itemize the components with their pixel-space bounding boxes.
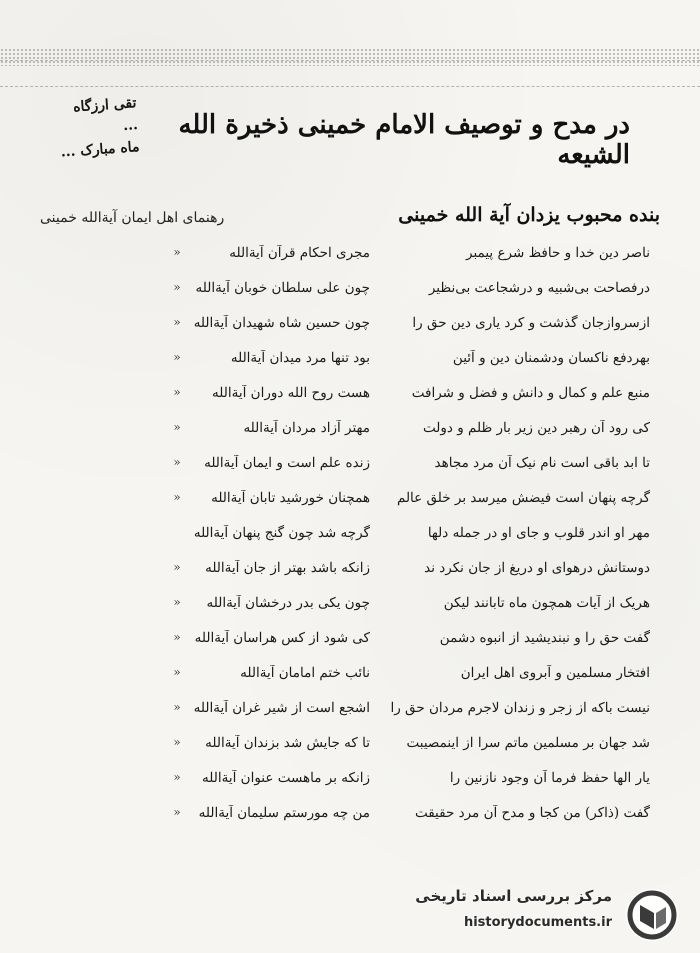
verse-hemistich-right: درفصاحت بی‌شبیه و درشجاعت بی‌نظیر <box>428 280 650 296</box>
verse-row <box>0 630 700 660</box>
verse-hemistich-left: تا که جایش شد بزندان آیةالله <box>205 735 370 751</box>
verse-mark: « <box>173 455 181 469</box>
verse-hemistich-right: نیست باکه از زجر و زندان لاجرم مردان حق را <box>390 700 650 716</box>
verse-mark: « <box>173 770 181 784</box>
verse-hemistich-left: گرچه شد چون گنج پنهان آیةالله <box>193 525 370 541</box>
verse-hemistich-right: یار الها حفظ فرما آن وجود نازنین را <box>449 770 650 786</box>
verse-mark: « <box>173 630 181 644</box>
verse-row <box>0 665 700 695</box>
verse-row <box>0 490 700 520</box>
watermark-name: مرکز بررسی اسناد تاریخی <box>415 887 612 905</box>
verse-mark: « <box>173 700 181 714</box>
verse-hemistich-right: ناصر دین خدا و حافظ شرع پیمبر <box>466 245 650 261</box>
verse-hemistich-left: مجری احکام قرآن آیةالله <box>229 245 370 261</box>
verse-hemistich-left: مهتر آزاد مردان آیةالله <box>243 420 370 436</box>
verse-mark: « <box>173 735 181 749</box>
side-note-line: تقی ارزگاه <box>72 95 137 116</box>
verse-row <box>0 735 700 765</box>
scan-top-edge <box>0 48 700 66</box>
side-note-line: ماه مبارک ... <box>60 139 140 161</box>
document-title: در مدح و توصیف الامام خمینی ذخیرة الله الشیعه <box>178 110 630 170</box>
verse-mark: « <box>173 420 181 434</box>
verse-mark: « <box>173 385 181 399</box>
verse-row <box>0 315 700 345</box>
verse-hemistich-right: مهر او اندر قلوب و جای او در جمله دلها <box>427 525 650 541</box>
verse-hemistich-left: چون علی سلطان خوبان آیةالله <box>195 280 370 296</box>
verse-hemistich-left: من چه مورستم سلیمان آیةالله <box>198 805 370 821</box>
verse-hemistich-left: چون حسین شاه شهیدان آیةالله <box>193 315 370 331</box>
verse-row <box>0 420 700 450</box>
verse-hemistich-right: گفت حق را و نبندیشید از انبوه دشمن <box>439 630 650 646</box>
verse-row <box>0 455 700 485</box>
verse-hemistich-left: زانکه باشد بهتر از جان آیةالله <box>205 560 370 576</box>
verse-hemistich-left: هست روح الله دوران آیةالله <box>212 385 370 401</box>
verse-mark: « <box>173 245 181 259</box>
side-note <box>24 92 140 166</box>
verse-mark: « <box>173 805 181 819</box>
verse-hemistich-left: کی شود از کس هراسان آیةالله <box>194 630 370 646</box>
verse-row <box>0 385 700 415</box>
verse-hemistich-right: بهردفع ناکسان ودشمنان دین و آئین <box>452 350 650 366</box>
verse-hemistich-left: چون یکی بدر درخشان آیةالله <box>206 595 370 611</box>
verse-hemistich-left: اشجع است از شیر غران آیةالله <box>193 700 370 716</box>
verse-hemistich-right: گرچه پنهان است فیضش میرسد بر خلق عالم <box>396 490 650 506</box>
verse-hemistich-right: افتخار مسلمین و آبروی اهل ایران <box>460 665 650 681</box>
watermark-logo <box>415 885 690 945</box>
verse-hemistich-left: زانکه بر ماهست عنوان آیةالله <box>202 770 370 786</box>
verse-row <box>0 595 700 625</box>
verse-row <box>0 280 700 310</box>
opening-verse <box>40 204 660 234</box>
opening-left: رهنمای اهل ایمان آیةالله خمینی <box>40 210 225 226</box>
verse-hemistich-left: همچنان خورشید تابان آیةالله <box>211 490 370 506</box>
verse-hemistich-left: نائب ختم امامان آیةالله <box>240 665 370 681</box>
side-note-line: ... <box>122 117 139 135</box>
scan-line <box>0 86 700 89</box>
verse-row <box>0 560 700 590</box>
verse-hemistich-left: بود تنها مرد میدان آیةالله <box>230 350 370 366</box>
verse-row <box>0 350 700 380</box>
verse-row <box>0 245 700 275</box>
verse-mark: « <box>173 665 181 679</box>
verse-hemistich-right: کی رود آن رهبر دین زیر بار ظلم و دولت <box>423 420 650 436</box>
verse-mark: « <box>173 350 181 364</box>
scan-line <box>0 60 700 63</box>
opening-right: بنده محبوب یزدان آیة الله خمینی <box>398 204 660 226</box>
verse-mark: « <box>173 595 181 609</box>
verse-row <box>0 700 700 730</box>
verse-row <box>0 525 700 555</box>
verse-row <box>0 805 700 835</box>
verse-mark: « <box>173 490 181 504</box>
verse-mark: « <box>173 315 181 329</box>
verse-hemistich-right: تا ابد باقی است نام نیک آن مرد مجاهد <box>434 455 650 471</box>
verse-hemistich-right: هریک از آیات همچون ماه تابانند لیکن <box>443 595 650 611</box>
verse-hemistich-right: گفت (ذاکر) من کجا و مدح آن مرد حقیقت <box>414 805 650 821</box>
verse-hemistich-right: دوستانش درهوای او دریغ از جان نکرد ند <box>424 560 650 576</box>
verse-hemistich-right: منبع علم و کمال و دانش و فضل و شرافت <box>411 385 650 401</box>
verse-mark: « <box>173 560 181 574</box>
verse-mark: « <box>173 280 181 294</box>
verse-hemistich-right: شد جهان بر مسلمین ماتم سرا از اینمصیبت <box>406 735 650 751</box>
verse-hemistich-right: ازسروازجان گذشت و کرد یاری دین حق را <box>412 315 650 331</box>
archive-emblem-icon <box>624 887 680 943</box>
watermark-url: historydocuments.ir <box>463 915 612 930</box>
verse-row <box>0 770 700 800</box>
verse-hemistich-left: زنده علم است و ایمان آیةالله <box>204 455 370 471</box>
